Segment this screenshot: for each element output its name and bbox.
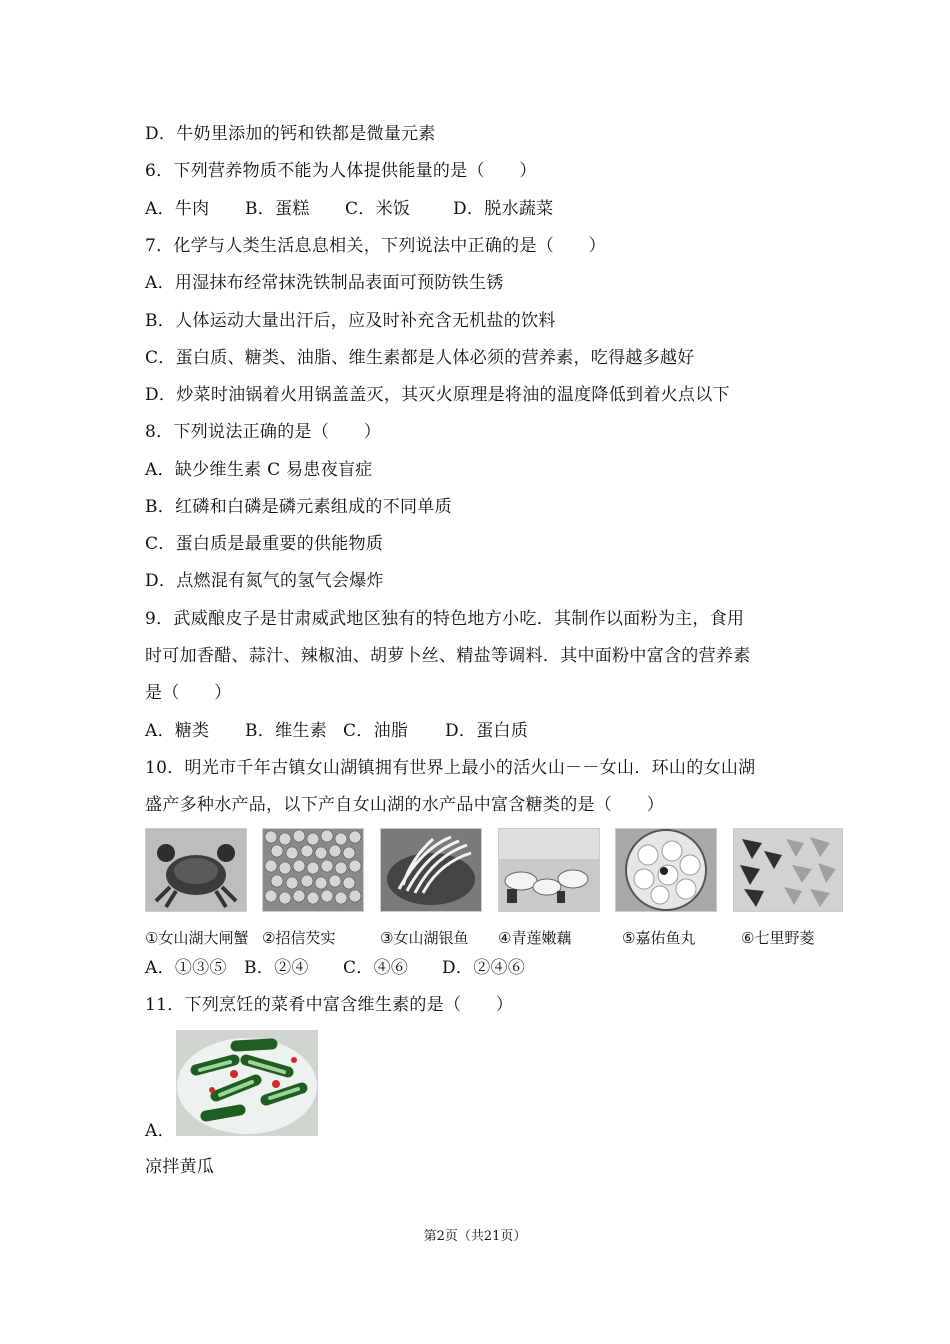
q10-option-c: C．④⑥ [343,958,409,978]
q10-stem-line-1: 10．明光市千年古镇女山湖镇拥有世界上最小的活火山－－女山．环山的女山湖 [145,758,756,778]
q8-option-c: C．蛋白质是最重要的供能物质 [145,534,384,554]
q9-stem-line-2: 时可加香醋、蒜汁、辣椒油、胡萝卜丝、精盐等调料．其中面粉中富含的营养素 [145,646,751,666]
gorgon-seed-photo [262,828,364,912]
caption-silverfish: ③女山湖银鱼 [380,929,469,947]
q5-option-d: D．牛奶里添加的钙和铁都是微量元素 [145,124,436,144]
q10-option-a: A．①③⑤ [145,958,227,978]
q6-option-b: B．蛋糕 [245,199,310,219]
q11-stem: 11．下列烹饪的菜肴中富含维生素的是（ ） [145,995,514,1015]
q10-image-gallery [145,828,845,912]
q9-options [145,720,528,742]
q10-image-captions [145,927,845,949]
page-number-footer: 第2页（共21页） [423,1229,527,1244]
silverfish-photo [380,828,482,912]
q10-stem-line-2: 盛产多种水产品，以下产自女山湖的水产品中富含糖类的是（ ） [145,795,664,815]
q7-option-d: D．炒菜时油锅着火用锅盖盖灭，其灭火原理是将油的温度降低到着火点以下 [145,385,730,405]
q9-option-d: D．蛋白质 [445,721,529,741]
q6-option-c: C．米饭 [345,199,411,219]
q8-option-b: B．红磷和白磷是磷元素组成的不同单质 [145,497,452,517]
water-caltrop-photo [733,828,843,912]
q7-option-b: B．人体运动大量出汗后，应及时补充含无机盐的饮料 [145,311,556,331]
q8-option-a: A．缺少维生素 C 易患夜盲症 [145,460,373,480]
q8-stem: 8．下列说法正确的是（ ） [145,422,382,442]
q9-option-b: B．维生素 [245,721,327,741]
q11-option-a-label: A． [145,1121,175,1141]
q9-stem-line-1: 9．武威酿皮子是甘肃威武地区独有的特色地方小吃．其制作以面粉为主，食用 [145,609,745,629]
caption-fish-ball: ⑤嘉佑鱼丸 [622,929,696,947]
q9-option-c: C．油脂 [343,721,409,741]
q10-option-b: B．②④ [244,958,309,978]
q10-option-d: D．②④⑥ [442,958,526,978]
cucumber-salad-photo [176,1030,318,1136]
q6-stem: 6．下列营养物质不能为人体提供能量的是（ ） [145,161,537,181]
q6-option-d: D．脱水蔬菜 [453,199,554,219]
q7-option-a: A．用湿抹布经常抹洗铁制品表面可预防铁生锈 [145,273,504,293]
q7-option-c: C．蛋白质、糖类、油脂、维生素都是人体必须的营养素，吃得越多越好 [145,348,695,368]
q10-options [145,957,525,979]
lotus-root-photo [498,828,600,912]
q9-stem-line-3: 是（ ） [145,683,232,703]
crab-photo [145,828,247,912]
caption-water-caltrop: ⑥七里野菱 [741,929,815,947]
q11-option-a-text: 凉拌黄瓜 [145,1157,215,1177]
q9-option-a: A．糖类 [145,721,210,741]
caption-crab: ①女山湖大闸蟹 [145,929,249,947]
caption-lotus-root: ④青莲嫩藕 [498,929,572,947]
q7-stem: 7．化学与人类生活息息相关，下列说法中正确的是（ ） [145,236,606,256]
q6-option-a: A．牛肉 [145,199,210,219]
q8-option-d: D．点燃混有氮气的氢气会爆炸 [145,571,384,591]
q6-options [145,198,553,220]
fish-ball-photo [615,828,717,912]
caption-gorgon-seed: ②招信芡实 [262,929,336,947]
